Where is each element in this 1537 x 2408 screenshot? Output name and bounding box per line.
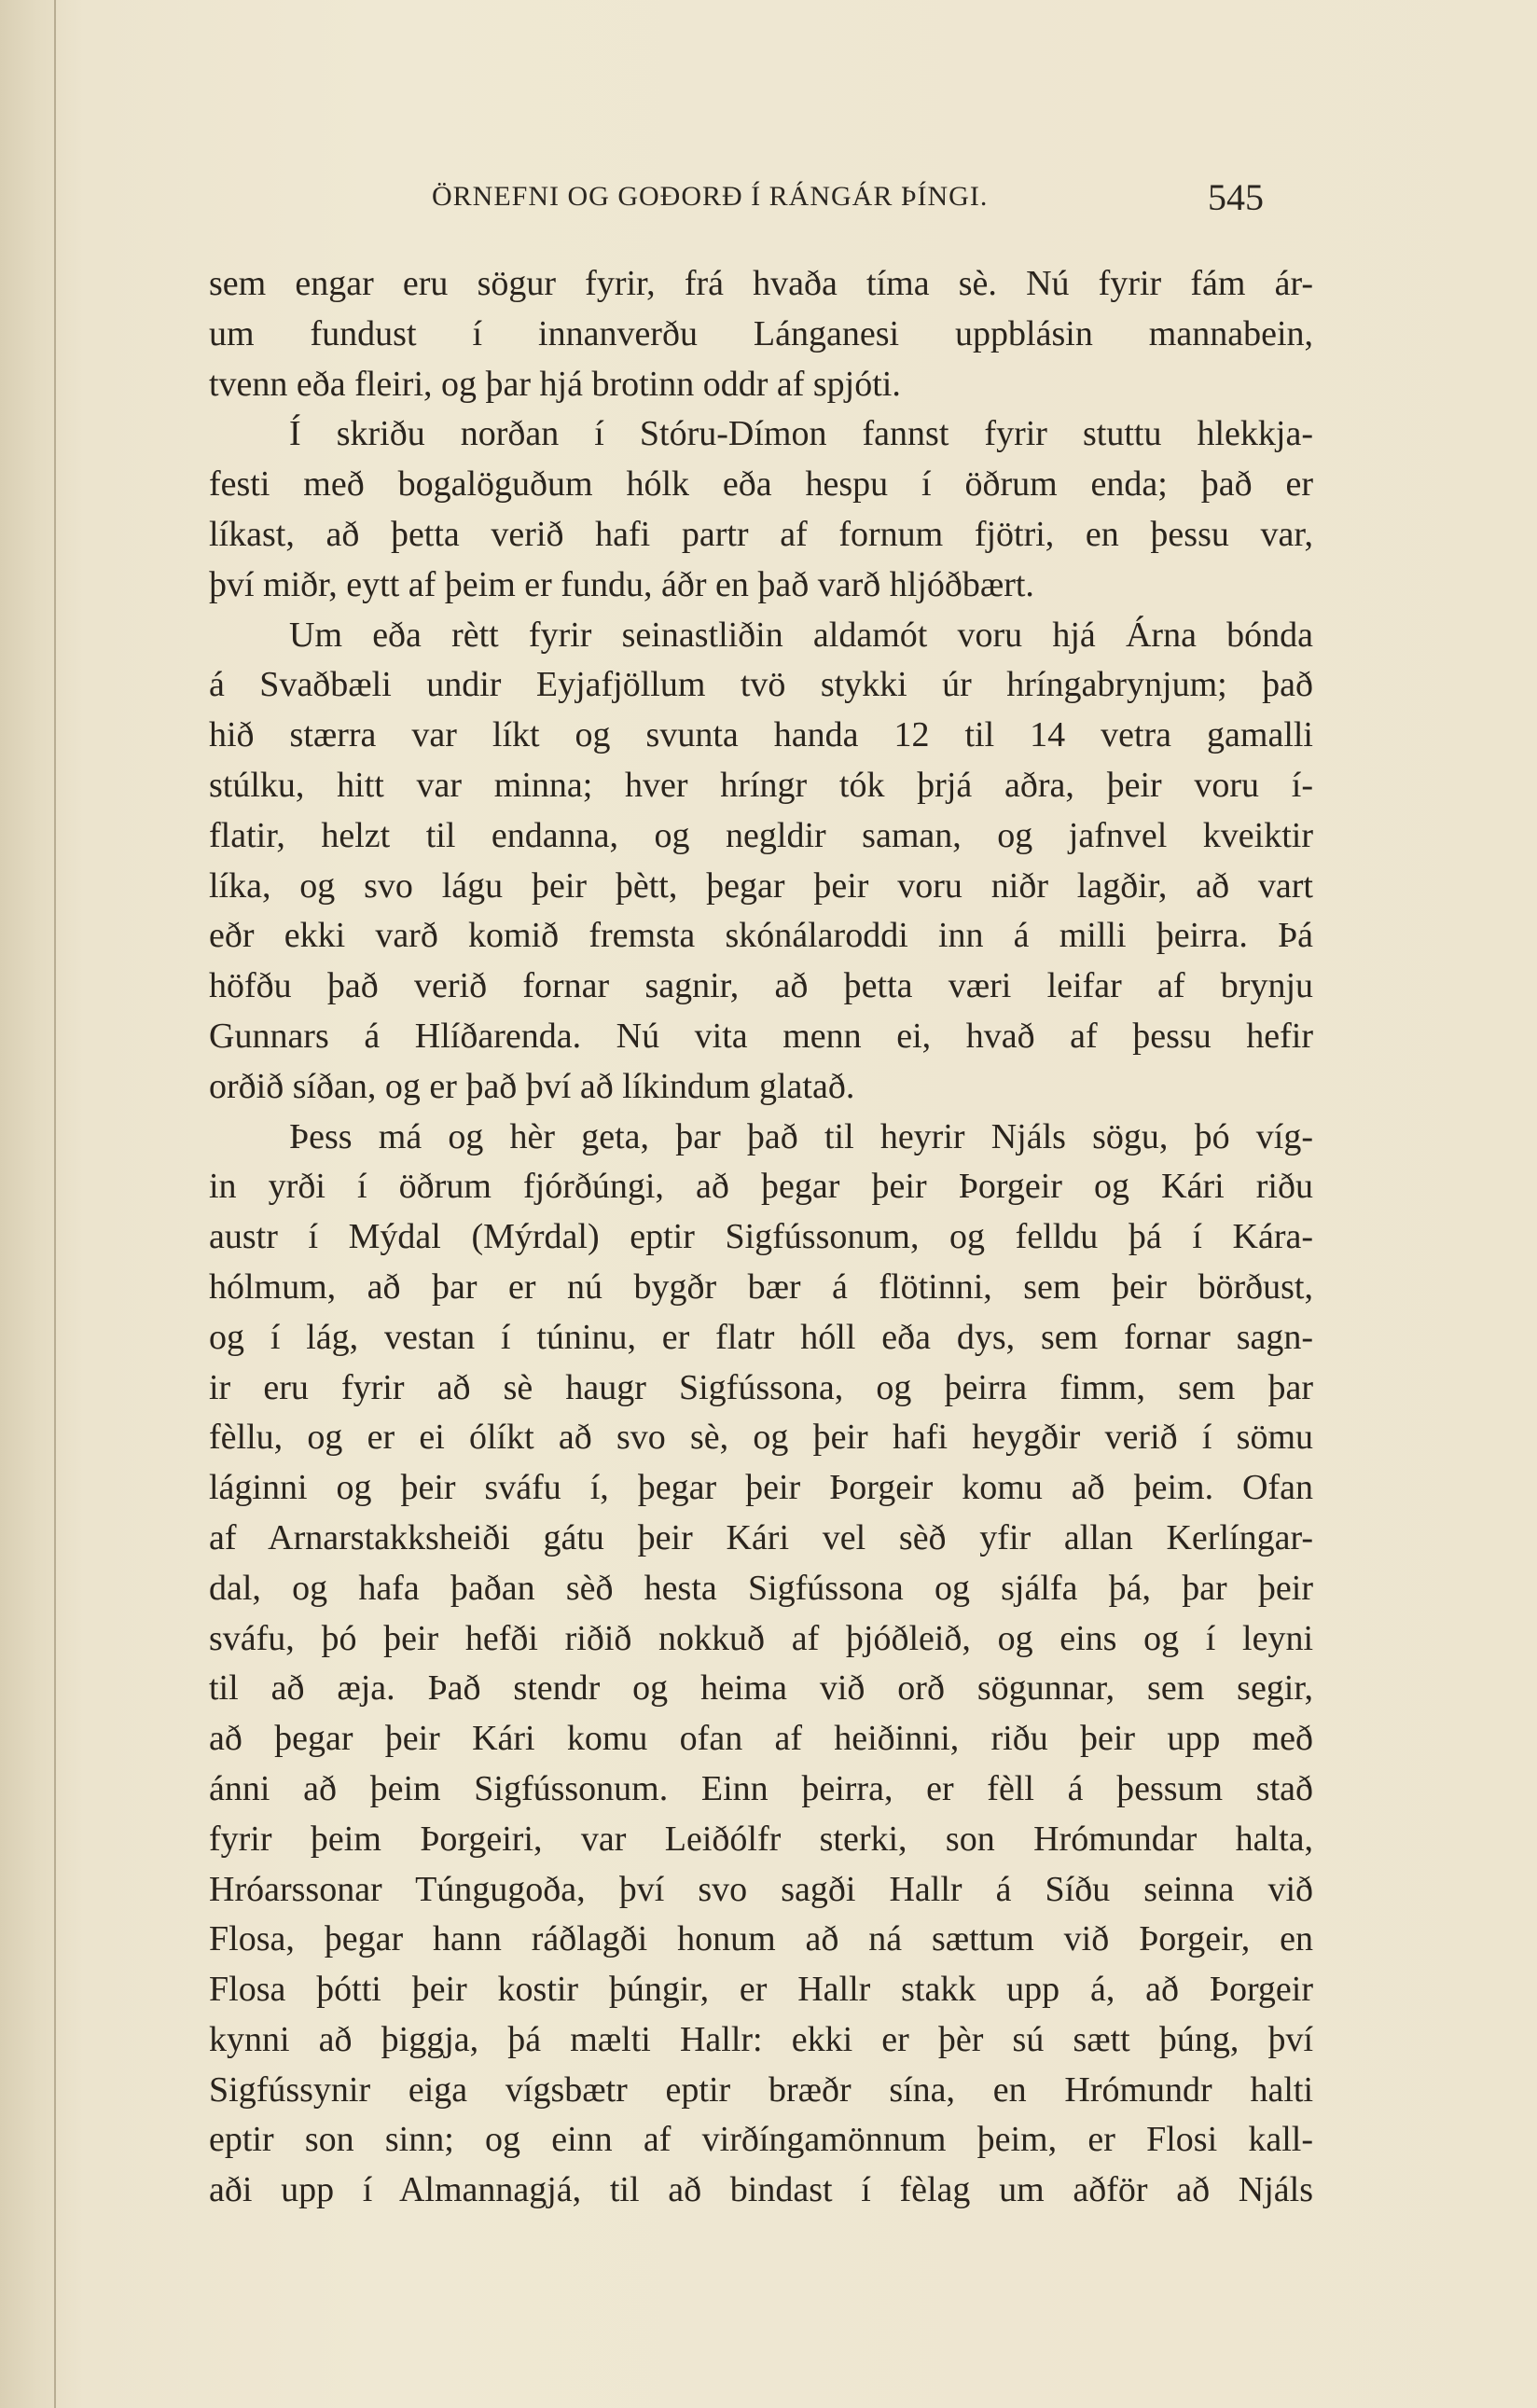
text-line: til að æja. Það stendr og heima við orð sögunnar, sem segir,: [209, 1668, 1313, 1709]
text-line: dal, og hafa þaðan sèð hesta Sigfússona og sjálfa þá, þar þeir: [209, 1568, 1313, 1608]
page-number: 545: [1208, 176, 1264, 218]
text-line: láginni og þeir sváfu í, þegar þeir Þorgeir komu að þeim. Ofan: [209, 1468, 1313, 1508]
text-line: ir eru fyrir að sè haugr Sigfússona, og þeirra fimm, sem þar: [209, 1367, 1313, 1407]
text-line: höfðu það verið fornar sagnir, að þetta væri leifar af brynju: [209, 966, 1313, 1006]
text-line: festi með bogalöguðum hólk eða hespu í öðrum enda; það er: [209, 464, 1313, 505]
page-header: [432, 175, 1271, 220]
text-line: um fundust í innanverðu Lánganesi uppblásin mannabein,: [209, 313, 1313, 353]
text-line: því miðr, eytt af þeim er fundu, áðr en það varð hljóðbært.: [209, 564, 1034, 604]
text-line: Um eða rètt fyrir seinastliðin aldamót voru hjá Árna bónda: [289, 615, 1313, 655]
text-line: aði upp í Almannagjá, til að bindast í fèlag um aðför að Njáls: [209, 2170, 1313, 2210]
text-line: að þegar þeir Kári komu ofan af heiðinni, riðu þeir upp með: [209, 1719, 1313, 1759]
text-line: sem engar eru sögur fyrir, frá hvaða tíma sè. Nú fyrir fám ár-: [209, 264, 1313, 303]
running-head: ÖRNEFNI OG GOÐORÐ Í RÁNGÁR ÞÍNGI.: [432, 181, 989, 212]
text-line: flatir, helzt til endanna, og negldir saman, og jafnvel kveiktir: [209, 815, 1313, 855]
text-line: af Arnarstakksheiði gátu þeir Kári vel sèð yfir allan Kerlíngar-: [209, 1517, 1313, 1557]
text-line: fyrir þeim Þorgeiri, var Leiðólfr sterki, son Hrómundar halta,: [209, 1819, 1313, 1859]
text-line: ánni að þeim Sigfússonum. Einn þeirra, er fèll á þessum stað: [209, 1768, 1313, 1808]
text-line: eðr ekki varð komið fremsta skónálaroddi inn á milli þeirra. Þá: [209, 916, 1313, 956]
page-gutter: [54, 0, 56, 2408]
text-line: fèllu, og er ei ólíkt að svo sè, og þeir hafi heygðir verið í sömu: [209, 1418, 1313, 1458]
text-line: Sigfússynir eiga vígsbætr eptir bræðr sína, en Hrómundr halti: [209, 2069, 1313, 2110]
text-line: tvenn eða fleiri, og þar hjá brotinn oddr af spjóti.: [209, 364, 901, 404]
text-line: sváfu, þó þeir hefði riðið nokkuð af þjóðleið, og eins og í leyni: [209, 1618, 1313, 1658]
text-line: eptir son sinn; og einn af virðíngamönnum þeim, er Flosi kall-: [209, 2120, 1313, 2160]
text-line: orðið síðan, og er það því að líkindum glatað.: [209, 1066, 855, 1106]
text-line: hólmum, að þar er nú bygðr bær á flötinni, sem þeir börðust,: [209, 1266, 1313, 1307]
body-text: [209, 259, 1313, 2216]
text-line: Hróarssonar Túngugoða, því svo sagði Hallr á Síðu seinna við: [209, 1869, 1313, 1909]
text-line: á Svaðbæli undir Eyjafjöllum tvö stykki úr hríngabrynjum; það: [209, 665, 1313, 705]
text-line: líka, og svo lágu þeir þètt, þegar þeir voru niðr lagðir, að vart: [209, 865, 1313, 906]
text-line: austr í Mýdal (Mýrdal) eptir Sigfússonum, og felldu þá í Kára-: [209, 1217, 1313, 1257]
text-line: in yrði í öðrum fjórðúngi, að þegar þeir Þorgeir og Kári riðu: [209, 1167, 1313, 1207]
text-line: Flosa þótti þeir kostir þúngir, er Hallr stakk upp á, að Þorgeir: [209, 1970, 1313, 2010]
text-line: Gunnars á Hlíðarenda. Nú vita menn ei, hvað af þessu hefir: [209, 1016, 1313, 1056]
text-line: líkast, að þetta verið hafi partr af fornum fjötri, en þessu var,: [209, 514, 1313, 554]
text-line: Flosa, þegar hann ráðlagði honum að ná sættum við Þorgeir, en: [209, 1919, 1313, 1959]
text-line: Þess má og hèr geta, þar það til heyrir Njáls sögu, þó víg-: [289, 1116, 1313, 1156]
text-line: kynni að þiggja, þá mælti Hallr: ekki er þèr sú sætt þúng, því: [209, 2019, 1313, 2059]
text-line: stúlku, hitt var minna; hver hríngr tók þrjá aðra, þeir voru í-: [209, 765, 1313, 805]
text-line: Í skriðu norðan í Stóru-Dímon fannst fyrir stuttu hlekkja-: [289, 414, 1313, 454]
text-line: og í lág, vestan í túninu, er flatr hóll eða dys, sem fornar sagn-: [209, 1317, 1313, 1357]
text-line: hið stærra var líkt og svunta handa 12 til 14 vetra gamalli: [209, 715, 1313, 755]
